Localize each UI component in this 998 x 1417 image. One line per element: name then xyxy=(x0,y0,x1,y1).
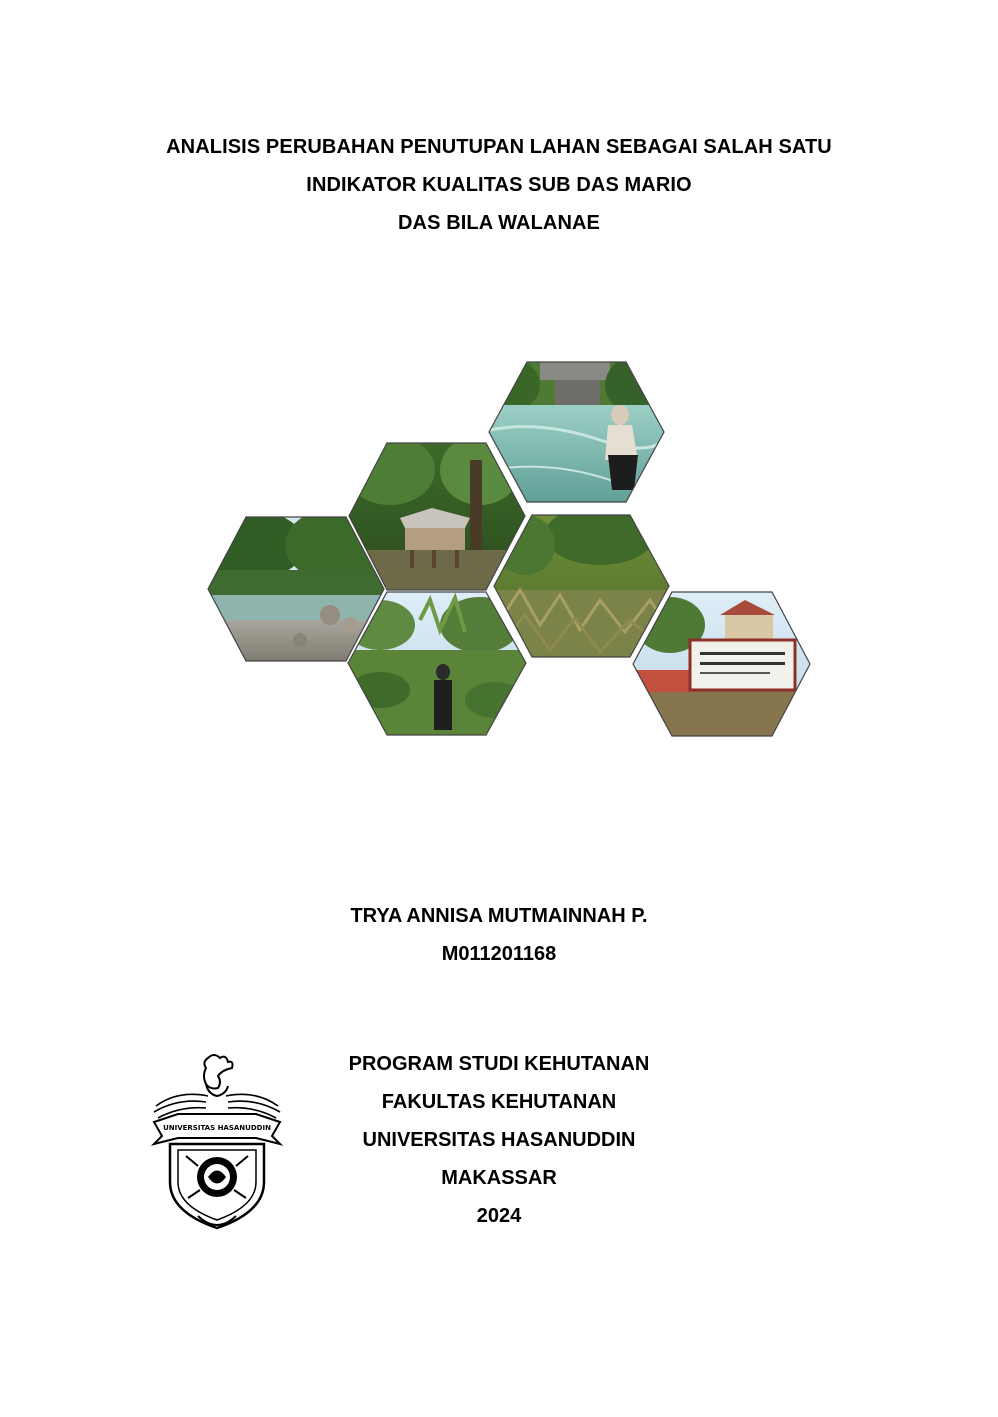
program-name: PROGRAM STUDI KEHUTANAN xyxy=(348,1053,650,1075)
emblem-ribbon-text: UNIVERSITAS HASANUDDIN xyxy=(163,1124,271,1132)
author-info xyxy=(0,897,998,973)
title-line-3: DAS BILA WALANAE xyxy=(398,212,600,234)
university-name: UNIVERSITAS HASANUDDIN xyxy=(362,1129,636,1151)
title-line-2: INDIKATOR KUALITAS SUB DAS MARIO xyxy=(306,174,692,196)
garden-person-photo xyxy=(345,590,530,740)
author-name: TRYA ANNISA MUTMAINNAH P. xyxy=(350,905,648,927)
year: 2024 xyxy=(476,1205,522,1227)
title-line-1: ANALISIS PERUBAHAN PENUTUPAN LAHAN SEBAGAI SALAH SATU xyxy=(166,136,832,158)
student-id: M011201168 xyxy=(441,943,557,965)
institution-info xyxy=(0,1045,998,1235)
faculty-name: FAKULTAS KEHUTANAN xyxy=(381,1091,617,1113)
city-name: MAKASSAR xyxy=(441,1167,557,1189)
village-office-sign-photo xyxy=(630,590,815,740)
